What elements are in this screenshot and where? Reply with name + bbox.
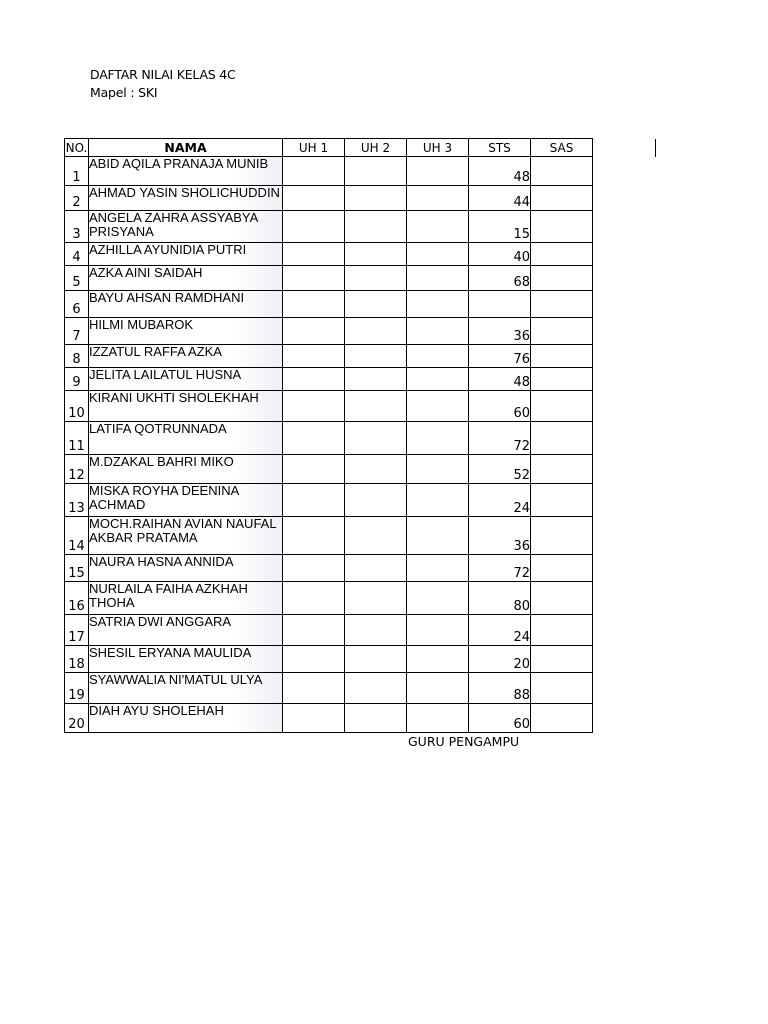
cell-name[interactable]: ABID AQILA PRANAJA MUNIB [89, 157, 283, 186]
header-sts[interactable]: STS [469, 139, 531, 157]
table-row [65, 157, 593, 186]
cell-sas[interactable] [531, 517, 593, 555]
cell-uh2[interactable] [345, 391, 407, 422]
cell-name[interactable]: DIAH AYU SHOLEHAH [89, 704, 283, 733]
header-uh2[interactable]: UH 2 [345, 139, 407, 157]
cell-name[interactable]: SYAWWALIA NI'MATUL ULYA [89, 673, 283, 704]
cell-no[interactable]: 1 [65, 157, 89, 186]
cell-uh2[interactable] [345, 186, 407, 211]
cell-uh1[interactable] [283, 673, 345, 704]
cell-uh1[interactable] [283, 484, 345, 517]
cell-no[interactable]: 8 [65, 345, 89, 368]
cell-no[interactable]: 7 [65, 318, 89, 345]
cell-sas[interactable] [531, 555, 593, 582]
cell-name[interactable]: KIRANI UKHTI SHOLEKHAH [89, 391, 283, 422]
cell-uh3[interactable] [407, 186, 469, 211]
cell-uh3[interactable] [407, 582, 469, 615]
cell-name[interactable]: JELITA LAILATUL HUSNA [89, 368, 283, 391]
cell-no[interactable]: 10 [65, 391, 89, 422]
cell-uh2[interactable] [345, 266, 407, 291]
cell-uh2[interactable] [345, 422, 407, 455]
cell-uh2[interactable] [345, 211, 407, 243]
cell-uh3[interactable] [407, 318, 469, 345]
document-title: DAFTAR NILAI KELAS 4C [90, 67, 236, 82]
cell-uh3[interactable] [407, 266, 469, 291]
cell-uh2[interactable] [345, 455, 407, 484]
cell-uh3[interactable] [407, 615, 469, 646]
table-row [65, 266, 593, 291]
cell-uh3[interactable] [407, 368, 469, 391]
cell-uh1[interactable] [283, 266, 345, 291]
cell-no[interactable]: 5 [65, 266, 89, 291]
table-row [65, 704, 593, 733]
cell-uh2[interactable] [345, 291, 407, 318]
cell-no[interactable]: 17 [65, 615, 89, 646]
cell-no[interactable]: 14 [65, 517, 89, 555]
cell-sts[interactable]: 44 [469, 186, 531, 211]
cell-uh2[interactable] [345, 646, 407, 673]
cell-uh2[interactable] [345, 484, 407, 517]
cell-uh2[interactable] [345, 157, 407, 186]
table-row [65, 291, 593, 318]
cell-name[interactable]: MISKA ROYHA DEENINA ACHMAD [89, 484, 283, 517]
cell-uh1[interactable] [283, 368, 345, 391]
table-header-row [65, 139, 593, 157]
cell-uh1[interactable] [283, 243, 345, 266]
cell-no[interactable]: 12 [65, 455, 89, 484]
table-row [65, 517, 593, 555]
cell-name[interactable]: NAURA HASNA ANNIDA [89, 555, 283, 582]
cell-uh3[interactable] [407, 517, 469, 555]
cell-sas[interactable] [531, 211, 593, 243]
cell-name[interactable]: BAYU AHSAN RAMDHANI [89, 291, 283, 318]
cell-no[interactable]: 6 [65, 291, 89, 318]
cell-uh3[interactable] [407, 484, 469, 517]
table-row [65, 186, 593, 211]
table-row [65, 368, 593, 391]
table-row [65, 391, 593, 422]
table-row [65, 243, 593, 266]
cell-no[interactable]: 19 [65, 673, 89, 704]
table-row [65, 615, 593, 646]
cell-sts[interactable]: 36 [469, 318, 531, 345]
cell-uh1[interactable] [283, 455, 345, 484]
cell-uh3[interactable] [407, 555, 469, 582]
cell-sas[interactable] [531, 484, 593, 517]
cell-uh2[interactable] [345, 704, 407, 733]
header-uh3[interactable]: UH 3 [407, 139, 469, 157]
cell-sas[interactable] [531, 157, 593, 186]
cell-sts[interactable]: 60 [469, 391, 531, 422]
cell-uh2[interactable] [345, 555, 407, 582]
cell-uh3[interactable] [407, 211, 469, 243]
cell-no[interactable]: 15 [65, 555, 89, 582]
cell-uh1[interactable] [283, 186, 345, 211]
cell-uh3[interactable] [407, 673, 469, 704]
cell-no[interactable]: 3 [65, 211, 89, 243]
cell-uh1[interactable] [283, 391, 345, 422]
cell-uh2[interactable] [345, 243, 407, 266]
cell-no[interactable]: 2 [65, 186, 89, 211]
cell-uh2[interactable] [345, 318, 407, 345]
cell-sts[interactable]: 60 [469, 704, 531, 733]
cell-name[interactable]: MOCH.RAIHAN AVIAN NAUFAL AKBAR PRATAMA [89, 517, 283, 555]
text-cursor [655, 139, 656, 157]
header-name[interactable]: NAMA [89, 139, 283, 157]
cell-uh1[interactable] [283, 345, 345, 368]
cell-sts[interactable]: 36 [469, 517, 531, 555]
cell-sas[interactable] [531, 266, 593, 291]
cell-name[interactable]: AZKA AINI SAIDAH [89, 266, 283, 291]
cell-sas[interactable] [531, 646, 593, 673]
cell-uh1[interactable] [283, 555, 345, 582]
cell-name[interactable]: SATRIA DWI ANGGARA [89, 615, 283, 646]
cell-uh3[interactable] [407, 157, 469, 186]
document-subtitle: Mapel : SKI [90, 85, 158, 100]
cell-sts[interactable]: 80 [469, 582, 531, 615]
table-row [65, 582, 593, 615]
cell-sas[interactable] [531, 455, 593, 484]
cell-uh3[interactable] [407, 291, 469, 318]
cell-sas[interactable] [531, 368, 593, 391]
cell-sas[interactable] [531, 673, 593, 704]
table-row [65, 673, 593, 704]
cell-sts[interactable]: 68 [469, 266, 531, 291]
table-row [65, 422, 593, 455]
cell-sts[interactable] [469, 291, 531, 318]
cell-sts[interactable]: 72 [469, 422, 531, 455]
table-row [65, 646, 593, 673]
cell-sts[interactable]: 15 [469, 211, 531, 243]
cell-name[interactable]: NURLAILA FAIHA AZKHAH THOHA [89, 582, 283, 615]
cell-name[interactable]: LATIFA QOTRUNNADA [89, 422, 283, 455]
cell-name[interactable]: SHESIL ERYANA MAULIDA [89, 646, 283, 673]
cell-sts[interactable]: 20 [469, 646, 531, 673]
table-row [65, 345, 593, 368]
cell-sts[interactable]: 40 [469, 243, 531, 266]
cell-sas[interactable] [531, 318, 593, 345]
cell-no[interactable]: 9 [65, 368, 89, 391]
cell-sas[interactable] [531, 615, 593, 646]
cell-sas[interactable] [531, 582, 593, 615]
cell-no[interactable]: 11 [65, 422, 89, 455]
cell-no[interactable]: 20 [65, 704, 89, 733]
cell-name[interactable]: AZHILLA AYUNIDIA PUTRI [89, 243, 283, 266]
cell-uh1[interactable] [283, 646, 345, 673]
cell-name[interactable]: M.DZAKAL BAHRI MIKO [89, 455, 283, 484]
cell-no[interactable]: 16 [65, 582, 89, 615]
cell-uh3[interactable] [407, 455, 469, 484]
cell-uh3[interactable] [407, 646, 469, 673]
cell-uh2[interactable] [345, 615, 407, 646]
cell-no[interactable]: 18 [65, 646, 89, 673]
header-no[interactable]: NO. [65, 140, 88, 155]
grades-table [64, 138, 593, 733]
cell-name[interactable]: IZZATUL RAFFA AZKA [89, 345, 283, 368]
cell-uh3[interactable] [407, 243, 469, 266]
cell-uh2[interactable] [345, 517, 407, 555]
table-row [65, 555, 593, 582]
cell-sts[interactable]: 72 [469, 555, 531, 582]
cell-uh1[interactable] [283, 582, 345, 615]
cell-uh3[interactable] [407, 391, 469, 422]
cell-sts[interactable]: 24 [469, 484, 531, 517]
cell-sts[interactable]: 88 [469, 673, 531, 704]
cell-uh3[interactable] [407, 704, 469, 733]
cell-uh1[interactable] [283, 291, 345, 318]
signature-label: GURU PENGAMPU [408, 734, 520, 749]
cell-uh1[interactable] [283, 211, 345, 243]
cell-sts[interactable]: 52 [469, 455, 531, 484]
table-row [65, 484, 593, 517]
cell-sas[interactable] [531, 345, 593, 368]
cell-no[interactable]: 4 [65, 243, 89, 266]
header-sas[interactable]: SAS [531, 139, 593, 157]
cell-sas[interactable] [531, 391, 593, 422]
cell-sas[interactable] [531, 243, 593, 266]
cell-uh1[interactable] [283, 318, 345, 345]
cell-sts[interactable]: 48 [469, 368, 531, 391]
cell-uh2[interactable] [345, 345, 407, 368]
cell-name[interactable]: HILMI MUBAROK [89, 318, 283, 345]
cell-sas[interactable] [531, 291, 593, 318]
header-uh1[interactable]: UH 1 [283, 139, 345, 157]
cell-uh1[interactable] [283, 157, 345, 186]
table-row [65, 211, 593, 243]
cell-uh2[interactable] [345, 368, 407, 391]
cell-uh1[interactable] [283, 517, 345, 555]
cell-uh1[interactable] [283, 422, 345, 455]
cell-uh3[interactable] [407, 345, 469, 368]
cell-sts[interactable]: 48 [469, 157, 531, 186]
table-row [65, 318, 593, 345]
cell-sas[interactable] [531, 186, 593, 211]
cell-uh3[interactable] [407, 422, 469, 455]
cell-sas[interactable] [531, 704, 593, 733]
cell-sas[interactable] [531, 422, 593, 455]
cell-uh1[interactable] [283, 615, 345, 646]
cell-uh2[interactable] [345, 582, 407, 615]
cell-sts[interactable]: 24 [469, 615, 531, 646]
cell-name[interactable]: AHMAD YASIN SHOLICHUDDIN [89, 186, 283, 211]
cell-no[interactable]: 13 [65, 484, 89, 517]
cell-uh1[interactable] [283, 704, 345, 733]
cell-name[interactable]: ANGELA ZAHRA ASSYABYA PRISYANA [89, 211, 283, 243]
table-row [65, 455, 593, 484]
cell-uh2[interactable] [345, 673, 407, 704]
cell-sts[interactable]: 76 [469, 345, 531, 368]
